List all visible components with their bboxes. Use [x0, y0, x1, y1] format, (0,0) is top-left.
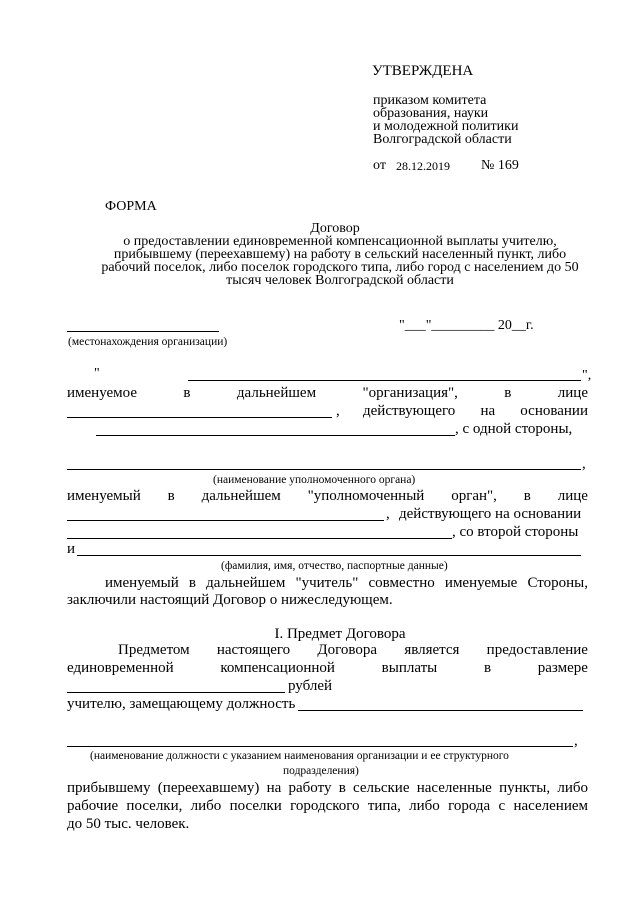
party1-word: "организация",	[362, 385, 458, 401]
party1-word: именуемое	[67, 385, 137, 401]
position-caption-2: подразделения)	[283, 765, 359, 777]
party3-text-1: именуемый в дальнейшем "учитель" совместно именуемые Стороны,	[105, 575, 588, 591]
org-name-blank[interactable]	[188, 380, 581, 381]
basis-blank-1[interactable]	[96, 435, 455, 436]
party2-acting: действующего на основании	[399, 506, 582, 522]
position-blank-1[interactable]	[298, 710, 583, 711]
position-label: учителю, замещающему должность	[67, 696, 296, 712]
position-comma: ,	[574, 733, 578, 749]
representative-blank-2[interactable]	[67, 520, 384, 521]
approval-line-2: образования, науки	[373, 106, 489, 121]
section1-line-2: единовременной компенсационной выплаты в размере	[67, 660, 588, 676]
approval-date: 28.12.2019	[396, 159, 450, 173]
date-template: "___"_________ 20__г.	[399, 318, 534, 333]
party2-other-side: , со второй стороны	[452, 524, 579, 540]
party1-one-side: , с одной стороны,	[455, 421, 573, 437]
teacher-caption: (фамилия, имя, отчество, паспортные данные)	[221, 560, 448, 572]
section1-line-1: Предметом настоящего Договора является предоставление	[118, 642, 588, 658]
party1-line-1	[67, 385, 588, 402]
approval-date-prefix: от	[373, 158, 386, 173]
position-caption-1: (наименование должности с указанием наименования организации и ее структурного	[90, 750, 509, 762]
rubles-label: рублей	[288, 678, 333, 694]
contract-subtitle-3: рабочий поселок, либо поселок городского типа, либо город с населением до 50	[101, 260, 579, 275]
party2-line-1: именуемый в дальнейшем "уполномоченный орган", в лице	[67, 488, 588, 504]
location-caption: (местонахождения организации)	[68, 336, 228, 348]
contract-title: Договор	[310, 221, 360, 236]
approval-number: № 169	[481, 158, 519, 173]
approval-line-1: приказом комитета	[373, 93, 487, 108]
contract-subtitle-2: прибывшему (переехавшему) на работу в сельский населенный пункт, либо	[113, 247, 567, 262]
party1-acting: действующего на основании	[363, 403, 588, 419]
authority-name-blank[interactable]	[67, 469, 581, 470]
party1-word: в	[183, 385, 191, 401]
org-quote-open: "	[94, 366, 100, 381]
location-blank[interactable]	[67, 331, 219, 332]
final-text-1: прибывшему (переехавшему) на работу в сельские населенные пункты, либо	[67, 780, 588, 796]
form-label: ФОРМА	[105, 199, 157, 214]
position-blank-2[interactable]	[67, 746, 573, 747]
final-text-3: до 50 тыс. человек.	[67, 816, 190, 832]
party1-word: дальнейшем	[236, 385, 317, 401]
authority-caption: (наименование уполномоченного органа)	[213, 474, 416, 486]
org-quote-close: ",	[582, 368, 592, 383]
party3-and: и	[67, 541, 76, 557]
basis-blank-2[interactable]	[67, 538, 452, 539]
teacher-name-blank[interactable]	[77, 555, 581, 556]
party1-word: лице	[557, 385, 588, 401]
final-text-2: рабочие поселки, либо поселки городского типа, либо города с населением	[67, 798, 588, 814]
approval-title: УТВЕРЖДЕНА	[372, 63, 474, 79]
contract-subtitle-1: о предоставлении единовременной компенсационной выплаты учителю,	[123, 234, 557, 249]
contract-subtitle-4: тысяч человек Волгоградской области	[226, 273, 454, 288]
party3-text-2: заключили настоящий Договор о нижеследующем.	[67, 592, 393, 608]
section1-title: I. Предмет Договора	[274, 626, 406, 642]
approval-line-4: Волгоградской области	[373, 132, 512, 147]
amount-blank[interactable]	[67, 692, 285, 693]
party1-word: в	[504, 385, 512, 401]
authority-comma: ,	[582, 456, 586, 472]
approval-line-3: и молодежной политики	[373, 119, 519, 134]
representative-blank-1[interactable]	[67, 417, 332, 418]
